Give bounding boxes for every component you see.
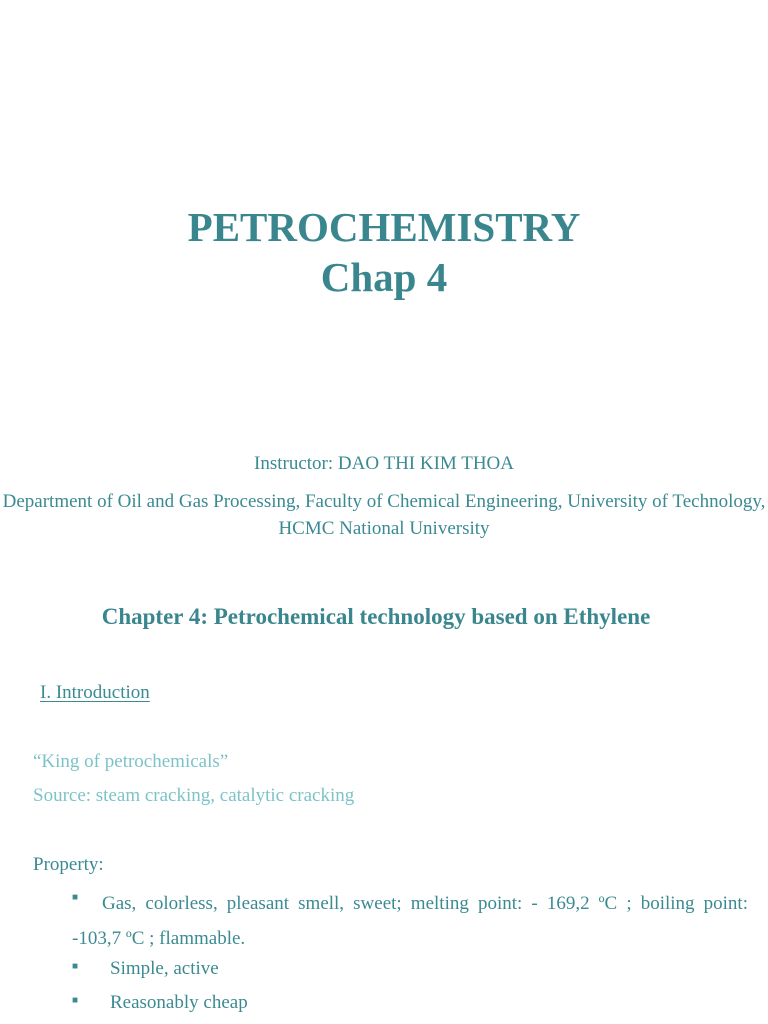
property-item-2: Simple, active bbox=[110, 958, 219, 979]
square-bullet-icon: ■ bbox=[72, 995, 79, 1006]
property-label: Property: bbox=[33, 854, 104, 875]
document-subtitle: Chap 4 bbox=[320, 254, 448, 300]
square-bullet-icon: ■ bbox=[72, 892, 79, 903]
intro-quote: “King of petrochemicals” bbox=[33, 751, 229, 772]
instructor-line: Instructor: DAO THI KIM THOA bbox=[254, 453, 514, 474]
square-bullet-icon: ■ bbox=[72, 961, 79, 972]
document-title: PETROCHEMISTRY bbox=[187, 204, 581, 250]
intro-source: Source: steam cracking, catalytic cracking bbox=[33, 785, 355, 806]
property-item-3: Reasonably cheap bbox=[110, 992, 248, 1013]
department-line: Department of Oil and Gas Processing, Faculty of Chemical Engineering, University of Technology, HCMC National University bbox=[2, 491, 766, 539]
chapter-heading: Chapter 4: Petrochemical technology based on Ethylene bbox=[101, 604, 651, 629]
property-item-1: Gas, colorless, pleasant smell, sweet; melting point: - 169,2 ºC ; boiling point: -103,7 ºC ; flammable. bbox=[72, 893, 748, 949]
section-heading-introduction: I. Introduction bbox=[40, 682, 150, 703]
